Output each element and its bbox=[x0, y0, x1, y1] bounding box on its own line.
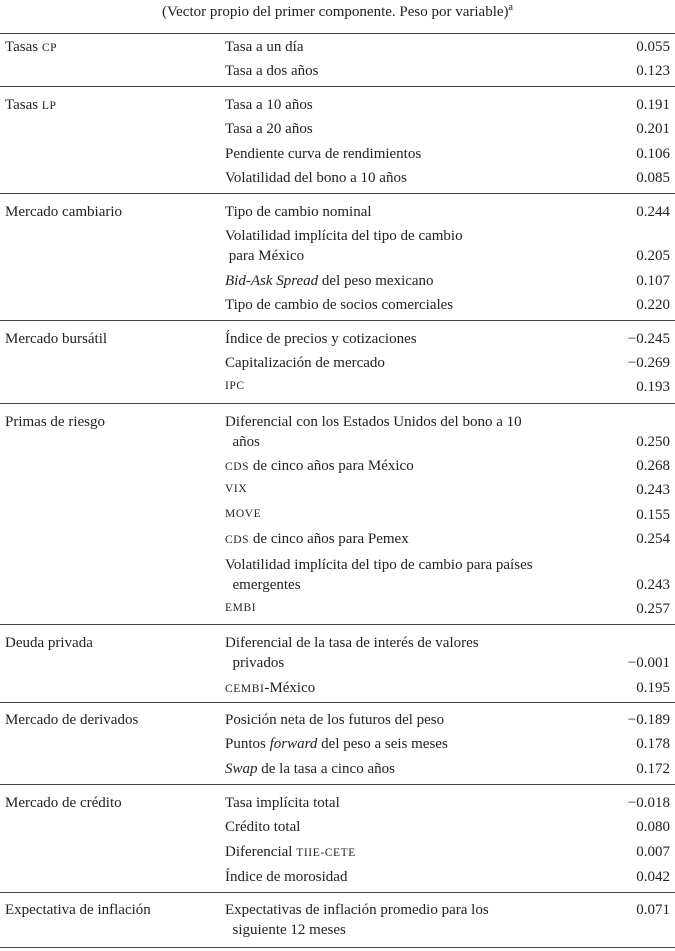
row-description: IPC bbox=[225, 380, 245, 392]
category-label: Tasas bbox=[5, 39, 42, 55]
row-description: Pendiente curva de rendimientos bbox=[225, 146, 422, 162]
category-label: Expectativa de inflación bbox=[5, 902, 151, 918]
row-description: CDS de cinco años para Pemex bbox=[225, 531, 409, 547]
category-label: Mercado cambiario bbox=[5, 204, 123, 220]
row-description: Tasa a dos años bbox=[225, 63, 319, 79]
row-value: 0.201 bbox=[636, 121, 670, 137]
category-deuda-privada bbox=[5, 633, 93, 653]
row-value: 0.268 bbox=[636, 458, 670, 474]
group-divider bbox=[0, 193, 675, 194]
category-primas-de-riesgo bbox=[5, 412, 105, 432]
category-mercado-bursatil bbox=[5, 329, 107, 349]
category-expectativa-de-inflacion bbox=[5, 900, 151, 920]
row-value: 0.250 bbox=[636, 434, 670, 450]
group-divider bbox=[0, 784, 675, 785]
row-value: 0.071 bbox=[636, 902, 670, 918]
row-description: Tasa a un día bbox=[225, 39, 304, 55]
row-description: Volatilidad implícita del tipo de cambio para México bbox=[225, 228, 463, 264]
row-description: Swap de la tasa a cinco años bbox=[225, 761, 395, 777]
row-description: Tasa implícita total bbox=[225, 795, 340, 811]
row-description: Posición neta de los futuros del peso bbox=[225, 712, 445, 728]
caption-text: (Vector propio del primer componente. Peso por variable) bbox=[161, 4, 509, 20]
row-description: MOVE bbox=[225, 508, 262, 520]
row-value: −0.189 bbox=[627, 712, 670, 728]
row-description: Diferencial con los Estados Unidos del bono a 10 años bbox=[225, 414, 522, 450]
row-value: 0.244 bbox=[636, 204, 670, 220]
row-value: 0.080 bbox=[636, 819, 670, 835]
group-divider bbox=[0, 320, 675, 321]
row-description: Índice de morosidad bbox=[225, 869, 348, 885]
row-description: Diferencial de la tasa de interés de valores privados bbox=[225, 635, 479, 671]
row-value: 0.123 bbox=[636, 63, 670, 79]
group-divider bbox=[0, 624, 675, 625]
row-description: CDS de cinco años para México bbox=[225, 458, 414, 474]
row-value: 0.107 bbox=[636, 273, 670, 289]
row-description: Capitalización de mercado bbox=[225, 355, 385, 371]
category-label: Mercado de derivados bbox=[5, 712, 139, 728]
group-divider bbox=[0, 702, 675, 703]
group-divider bbox=[0, 892, 675, 893]
row-description: Bid-Ask Spread del peso mexicano bbox=[225, 273, 434, 289]
row-description: Puntos forward del peso a seis meses bbox=[225, 736, 448, 752]
row-value: −0.245 bbox=[627, 331, 670, 347]
row-value: 0.191 bbox=[636, 97, 670, 113]
row-value: −0.018 bbox=[627, 795, 670, 811]
row-value: 0.106 bbox=[636, 146, 670, 162]
row-value: 0.155 bbox=[636, 507, 670, 523]
row-value: 0.193 bbox=[636, 379, 670, 395]
category-label: Primas de riesgo bbox=[5, 414, 105, 430]
row-description: Tasa a 10 años bbox=[225, 97, 313, 113]
category-mercado-cambiario bbox=[5, 202, 122, 222]
category-mercado-de-derivados bbox=[5, 710, 138, 730]
row-value: 0.205 bbox=[636, 248, 670, 264]
bottom-rule bbox=[0, 947, 675, 948]
category-tasas-lp bbox=[5, 95, 56, 116]
row-description: Volatilidad implícita del tipo de cambio para países emergentes bbox=[225, 557, 533, 593]
row-value: 0.257 bbox=[636, 601, 670, 617]
row-value: 0.178 bbox=[636, 736, 670, 752]
group-divider bbox=[0, 86, 675, 87]
row-description: Tasa a 20 años bbox=[225, 121, 313, 137]
category-label: Mercado bursátil bbox=[5, 331, 108, 347]
row-value: 0.055 bbox=[636, 39, 670, 55]
row-description: VIX bbox=[225, 483, 248, 495]
category-label: Deuda privada bbox=[5, 635, 93, 651]
row-value: 0.042 bbox=[636, 869, 670, 885]
row-description: EMBI bbox=[225, 602, 257, 614]
row-description: CEMBI-México bbox=[225, 680, 316, 696]
row-description: Tipo de cambio nominal bbox=[225, 204, 372, 220]
row-value: 0.220 bbox=[636, 297, 670, 313]
row-description: Índice de precios y cotizaciones bbox=[225, 331, 417, 347]
row-description: Tipo de cambio de socios comerciales bbox=[225, 297, 454, 313]
caption-footnote-marker: a bbox=[508, 2, 513, 13]
row-value: 0.243 bbox=[636, 482, 670, 498]
row-value: −0.001 bbox=[627, 655, 670, 671]
row-description: Expectativas de inflación promedio para los siguiente 12 meses bbox=[225, 902, 489, 938]
category-label: Tasas bbox=[5, 97, 42, 113]
row-value: 0.243 bbox=[636, 577, 670, 593]
row-value: −0.269 bbox=[627, 355, 670, 371]
row-value: 0.195 bbox=[636, 680, 670, 696]
row-value: 0.254 bbox=[636, 531, 670, 547]
category-label: Mercado de crédito bbox=[5, 795, 122, 811]
category-mercado-de-credito bbox=[5, 793, 122, 813]
row-description: Diferencial TIIE-CETE bbox=[225, 844, 356, 860]
row-description: Crédito total bbox=[225, 819, 301, 835]
row-description: Volatilidad del bono a 10 años bbox=[225, 170, 407, 186]
row-value: 0.085 bbox=[636, 170, 670, 186]
category-abbr: LP bbox=[41, 100, 57, 112]
table-caption bbox=[0, 0, 675, 24]
row-value: 0.172 bbox=[636, 761, 670, 777]
category-tasas-cp bbox=[5, 37, 57, 58]
category-abbr: CP bbox=[41, 42, 58, 54]
top-rule bbox=[0, 33, 675, 34]
row-value: 0.007 bbox=[636, 844, 670, 860]
group-divider bbox=[0, 403, 675, 404]
